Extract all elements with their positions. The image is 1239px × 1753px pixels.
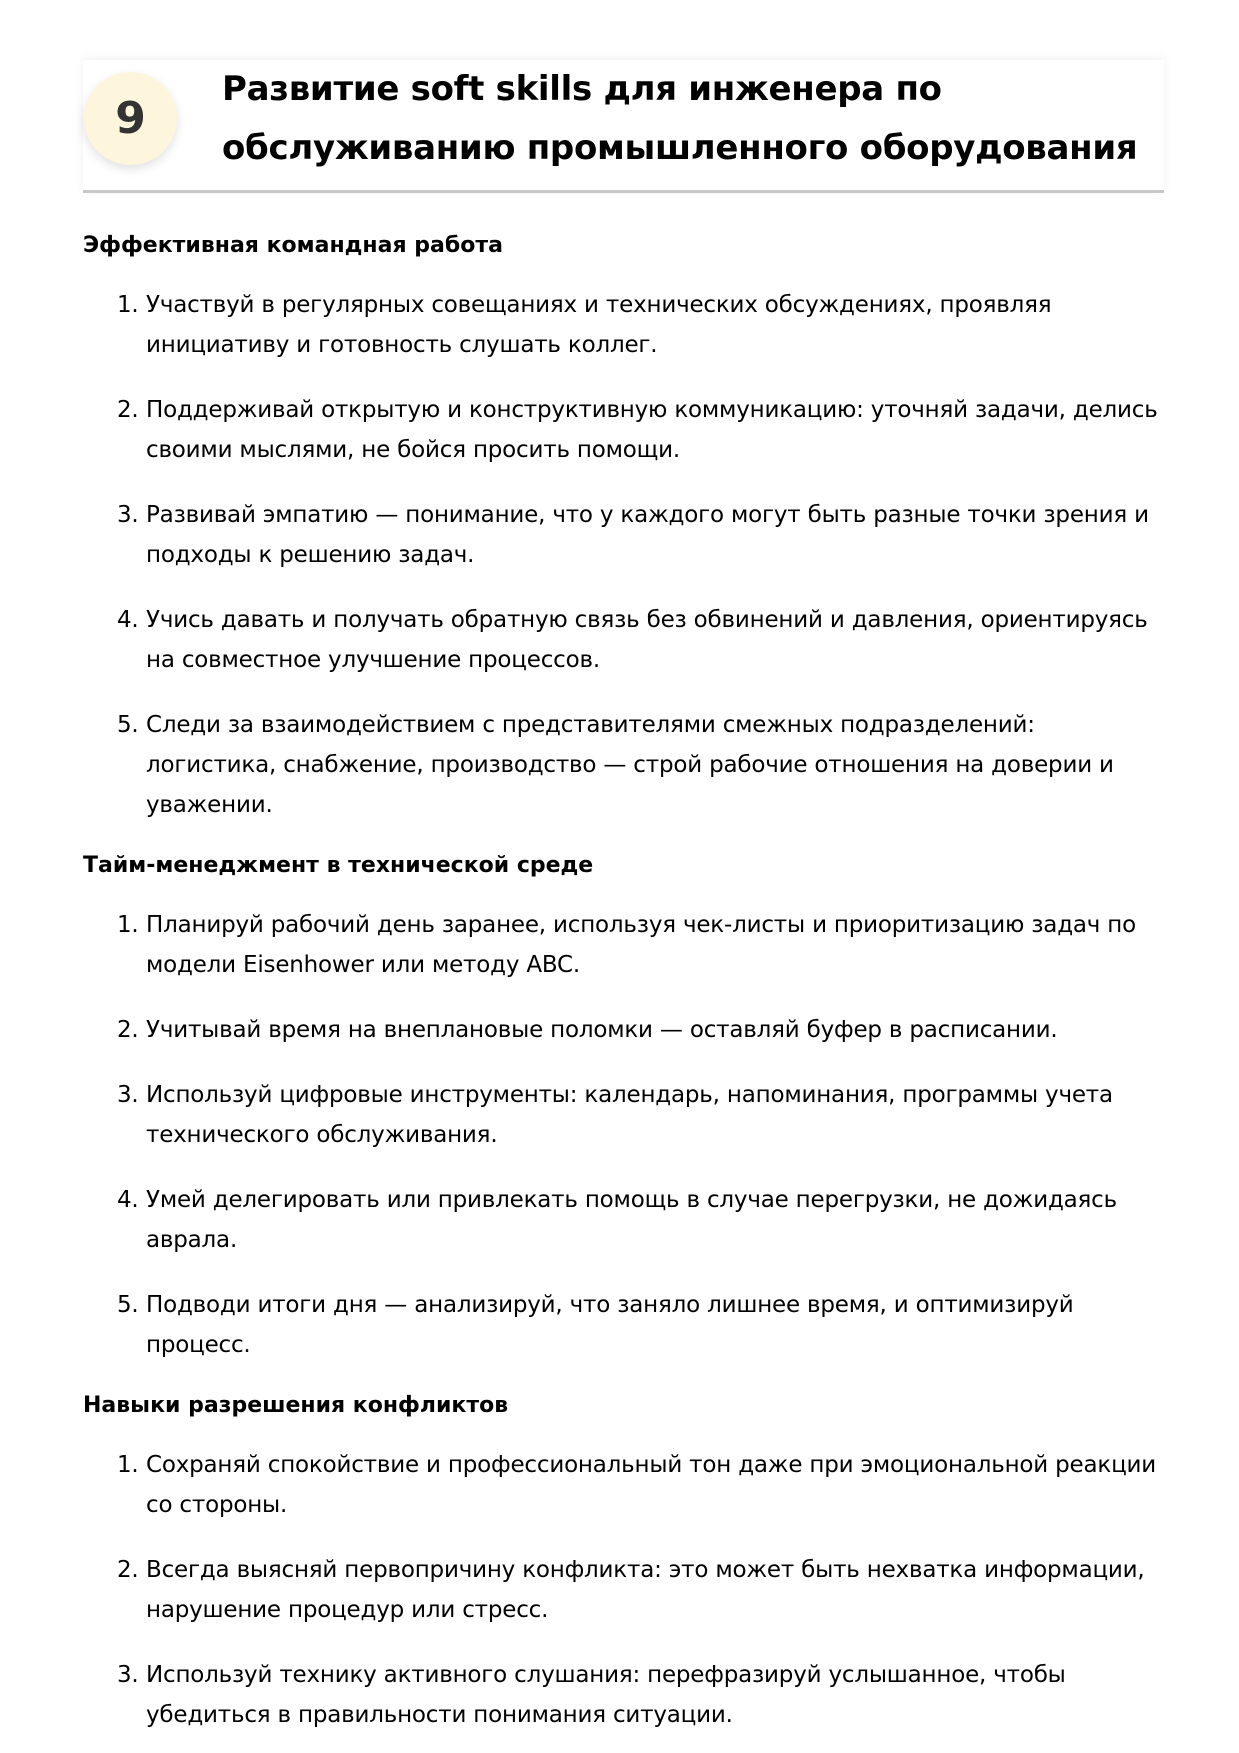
list-item — [83, 1445, 1163, 1525]
list-item — [83, 1655, 1163, 1735]
list-item-number: 1. — [117, 1452, 139, 1478]
section-conflict-resolution — [83, 1390, 1163, 1735]
list-item-number: 1. — [117, 912, 139, 938]
list-item-number: 4. — [117, 1187, 139, 1213]
list-item — [83, 1180, 1163, 1260]
list-item — [83, 905, 1163, 985]
list-item — [83, 285, 1163, 365]
list-item-text: Поддерживай открытую и конструктивную коммуникацию: уточняй задачи, делись своими мыслями, не бойся просить помощи. — [146, 397, 1158, 463]
page-header — [83, 60, 1164, 193]
list-item-number: 3. — [117, 1082, 139, 1108]
section-team-work — [83, 230, 1163, 825]
list-item-text: Планируй рабочий день заранее, используя чек-листы и приоритизацию задач по модели Eisenhower или методу ABC. — [146, 912, 1137, 978]
list-item — [83, 390, 1163, 470]
list-item-text: Используй цифровые инструменты: календарь, напоминания, программы учета технического обслуживания. — [146, 1082, 1113, 1148]
section-time-management — [83, 850, 1163, 1365]
numbered-list — [83, 1445, 1163, 1735]
list-item-number: 5. — [117, 1292, 139, 1318]
list-item — [83, 1550, 1163, 1630]
list-item — [83, 600, 1163, 680]
list-item-text: Используй технику активного слушания: перефразируй услышанное, чтобы убедиться в правильности понимания ситуации. — [146, 1662, 1066, 1728]
list-item-number: 1. — [117, 292, 139, 318]
section-heading: Тайм-менеджмент в технической среде — [83, 853, 594, 878]
section-heading: Навыки разрешения конфликтов — [83, 1393, 509, 1418]
list-item-text: Участвуй в регулярных совещаниях и технических обсуждениях, проявляя инициативу и готовность слушать коллег. — [146, 292, 1052, 358]
list-item-text: Сохраняй спокойствие и профессиональный тон даже при эмоциональной реакции со стороны. — [146, 1452, 1157, 1518]
list-item-text: Учись давать и получать обратную связь без обвинений и давления, ориентируясь на совместное улучшение процессов. — [146, 607, 1148, 673]
list-item-text: Развивай эмпатию — понимание, что у каждого могут быть разные точки зрения и подходы к решению задач. — [146, 502, 1149, 568]
list-item — [83, 705, 1163, 825]
list-item-number: 4. — [117, 607, 139, 633]
list-item-text: Умей делегировать или привлекать помощь в случае перегрузки, не дожидаясь аврала. — [146, 1187, 1117, 1253]
page-title: Развитие soft skills для инженера по обслуживанию промышленного оборудования — [222, 69, 1138, 168]
list-item-number: 2. — [117, 1557, 139, 1583]
chapter-number-badge: 9 — [84, 72, 177, 165]
numbered-list — [83, 285, 1163, 825]
document-body — [83, 230, 1163, 1735]
list-item-text: Учитывай время на внеплановые поломки — оставляй буфер в расписании. — [146, 1017, 1058, 1043]
section-heading: Эффективная командная работа — [83, 233, 503, 258]
list-item-text: Следи за взаимодействием с представителями смежных подразделений: логистика, снабжение, производство — строй рабочие отношения на доверии и уважении. — [146, 712, 1114, 818]
list-item-number: 2. — [117, 1017, 139, 1043]
list-item — [83, 1010, 1163, 1050]
list-item-text: Подводи итоги дня — анализируй, что заняло лишнее время, и оптимизируй процесс. — [146, 1292, 1074, 1358]
list-item-text: Всегда выясняй первопричину конфликта: это может быть нехватка информации, нарушение процедур или стресс. — [146, 1557, 1145, 1623]
numbered-list — [83, 905, 1163, 1365]
list-item — [83, 495, 1163, 575]
list-item-number: 2. — [117, 397, 139, 423]
list-item-number: 3. — [117, 502, 139, 528]
list-item — [83, 1075, 1163, 1155]
list-item-number: 5. — [117, 712, 139, 738]
list-item — [83, 1285, 1163, 1365]
list-item-number: 3. — [117, 1662, 139, 1688]
